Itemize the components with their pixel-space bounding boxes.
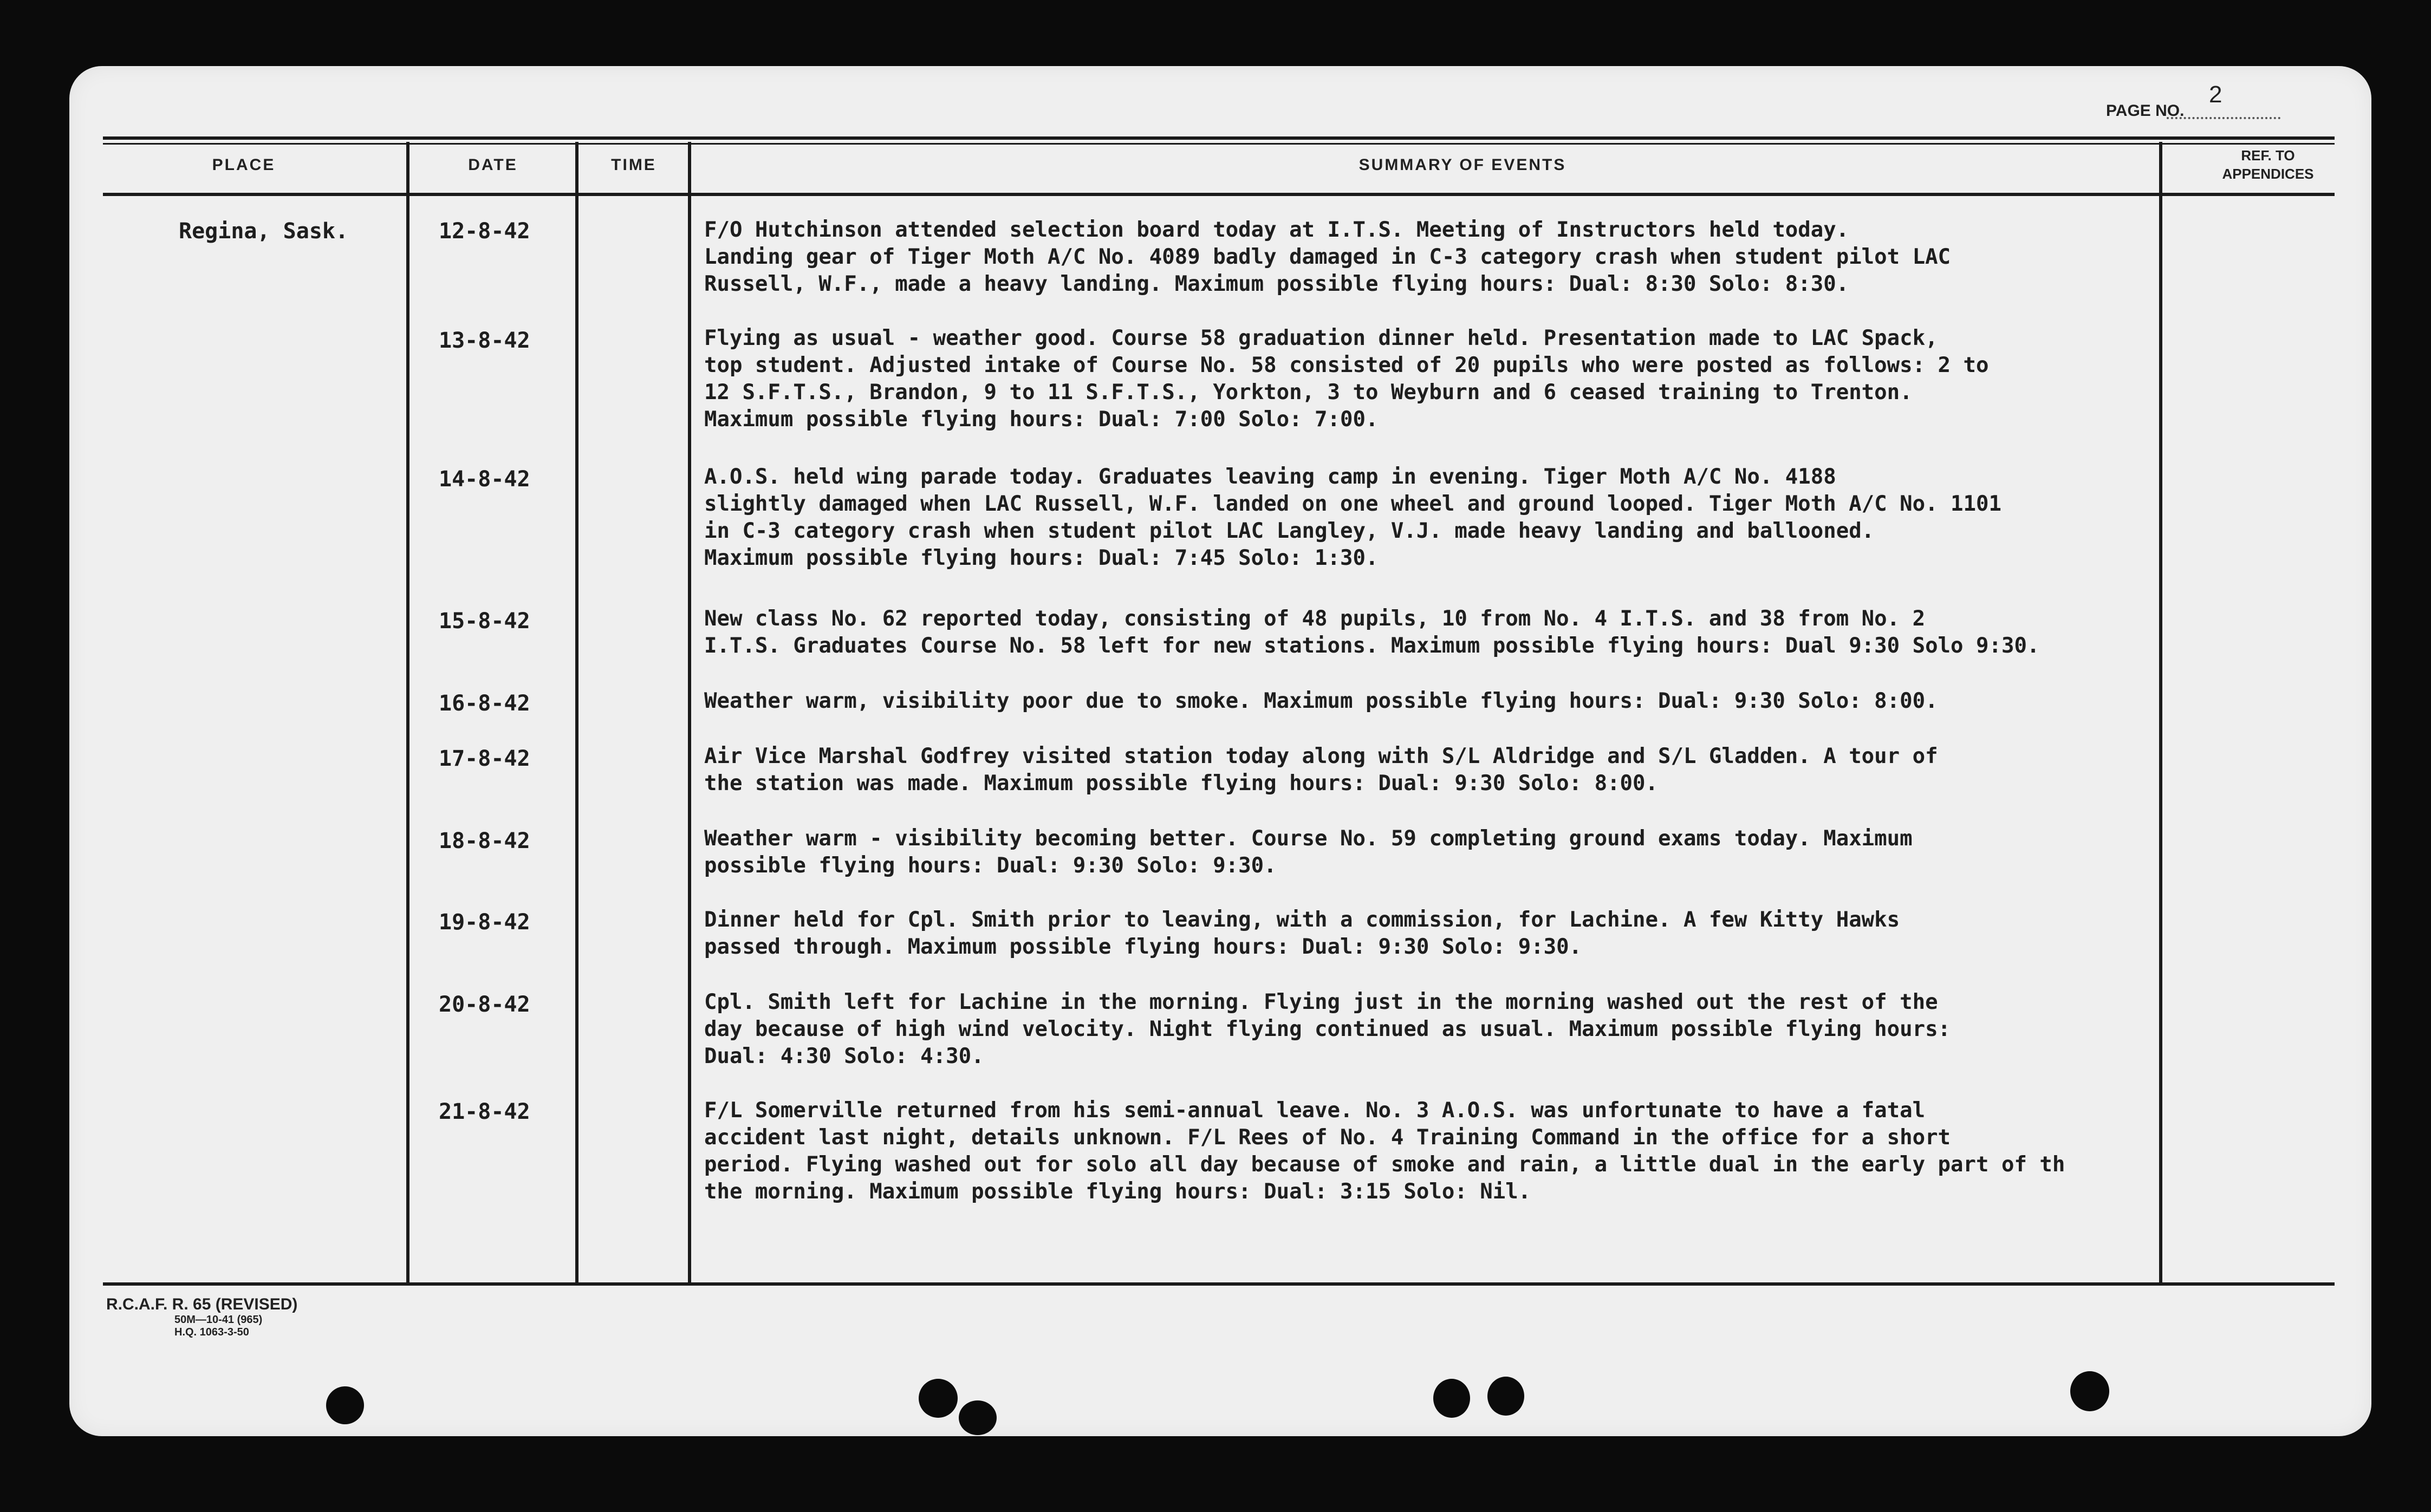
entry-summary: F/L Somerville returned from his semi-annual leave. No. 3 A.O.S. was unfortunate to have a fatal accident last night, details unknown. F/L Rees of No. 4 Training Command in the office for a short period. Flying washed out for solo all day because of smoke and rain, a little dual in the early part of th the morning. Maximum possible flying hours: Dual: 3:15 Solo: Nil.	[704, 1098, 2065, 1204]
place-entry: Regina, Sask.	[179, 219, 349, 244]
punch-hole	[326, 1386, 364, 1424]
entry-date: 18-8-42	[439, 829, 530, 853]
column-header-time: TIME	[611, 156, 656, 174]
top-rule	[103, 136, 2335, 140]
entry-summary: A.O.S. held wing parade today. Graduates leaving camp in evening. Tiger Moth A/C No. 4188 slightly damaged when LAC Russell, W.F. landed on one wheel and ground looped. Tiger Moth A/C No. 1101 in C-3 category crash when student pilot LAC Langley, V.J. made heavy landing and ballooned. Maximum possible flying hours: Dual: 7:45 Solo: 1:30.	[704, 465, 2001, 570]
form-print-code: 50M—10-41 (965)	[174, 1314, 263, 1326]
entry-summary: Flying as usual - weather good. Course 58 graduation dinner held. Presentation made to LAC Spack, top student. Adjusted intake of Course No. 58 consisted of 20 pupils who were posted as follows: 2 to 12 S.F.T.S., Brandon, 9 to 11 S.F.T.S., Yorkton, 3 to Weyburn and 6 ceased training to Trenton. Maximum possible flying hours: Dual: 7:00 Solo: 7:00.	[704, 326, 1989, 432]
form-hq-code: H.Q. 1063-3-50	[174, 1326, 249, 1338]
punch-hole	[1487, 1377, 1524, 1416]
divider-time-summary	[688, 142, 691, 1282]
column-header-summary: SUMMARY OF EVENTS	[1358, 156, 1566, 174]
bottom-rule	[103, 1282, 2335, 1286]
entry-summary: Weather warm - visibility becoming better. Course No. 59 completing ground exams today. Maximum possible flying hours: Dual: 9:30 Solo: 9:30.	[704, 826, 1913, 878]
entry-date: 21-8-42	[439, 1099, 530, 1124]
entry-date: 12-8-42	[439, 219, 530, 244]
punch-hole	[959, 1400, 997, 1435]
entry-summary: Dinner held for Cpl. Smith prior to leaving, with a commission, for Lachine. A few Kitty Hawks passed through. Maximum possible flying hours: Dual: 9:30 Solo: 9:30.	[704, 908, 1900, 959]
entry-summary: Weather warm, visibility poor due to smoke. Maximum possible flying hours: Dual: 9:30 Solo: 8:00.	[704, 689, 1938, 713]
entry-summary: F/O Hutchinson attended selection board today at I.T.S. Meeting of Instructors held today. Landing gear of Tiger Moth A/C No. 4089 badly damaged in C-3 category crash when student pilot LAC Russell, W.F., made a heavy landing. Maximum possible flying hours: Dual: 8:30 Solo: 8:30.	[704, 218, 1951, 296]
entry-summary: Cpl. Smith left for Lachine in the morning. Flying just in the morning washed out the rest of the day because of high wind velocity. Night flying continued as usual. Maximum possible flying hours: Dual: 4:30 Solo: 4:30.	[704, 990, 1951, 1068]
form-number: R.C.A.F. R. 65 (REVISED)	[106, 1295, 298, 1313]
column-header-place: PLACE	[212, 156, 276, 174]
punch-hole	[1433, 1379, 1470, 1418]
page-number-label: PAGE NO.	[2106, 102, 2185, 120]
page-number: 2	[2209, 81, 2222, 108]
entry-summary: Air Vice Marshal Godfrey visited station today along with S/L Aldridge and S/L Gladden. A tour of the station was made. Maximum possible flying hours: Dual: 9:30 Solo: 8:00.	[704, 744, 1938, 796]
entry-date: 20-8-42	[439, 992, 530, 1017]
page-number-dotted-line	[2167, 117, 2280, 119]
entry-date: 19-8-42	[439, 910, 530, 935]
entry-summary: New class No. 62 reported today, consisting of 48 pupils, 10 from No. 4 I.T.S. and 38 from No. 2 I.T.S. Graduates Course No. 58 left for new stations. Maximum possible flying hours: Dual 9:30 Solo 9:30.	[704, 607, 2040, 658]
entry-date: 14-8-42	[439, 467, 530, 492]
entry-date: 13-8-42	[439, 328, 530, 353]
column-header-ref: REF. TO APPENDICES	[2222, 147, 2314, 182]
entry-date: 16-8-42	[439, 691, 530, 716]
top-rule-thin	[103, 143, 2335, 145]
entry-date: 15-8-42	[439, 609, 530, 634]
divider-date-time	[575, 142, 578, 1282]
punch-hole	[919, 1379, 958, 1418]
punch-hole	[2070, 1371, 2109, 1411]
entry-date: 17-8-42	[439, 746, 530, 771]
column-header-date: DATE	[468, 156, 518, 174]
form-footer	[106, 1295, 297, 1339]
header-rule	[103, 193, 2335, 196]
divider-place-date	[406, 142, 410, 1282]
